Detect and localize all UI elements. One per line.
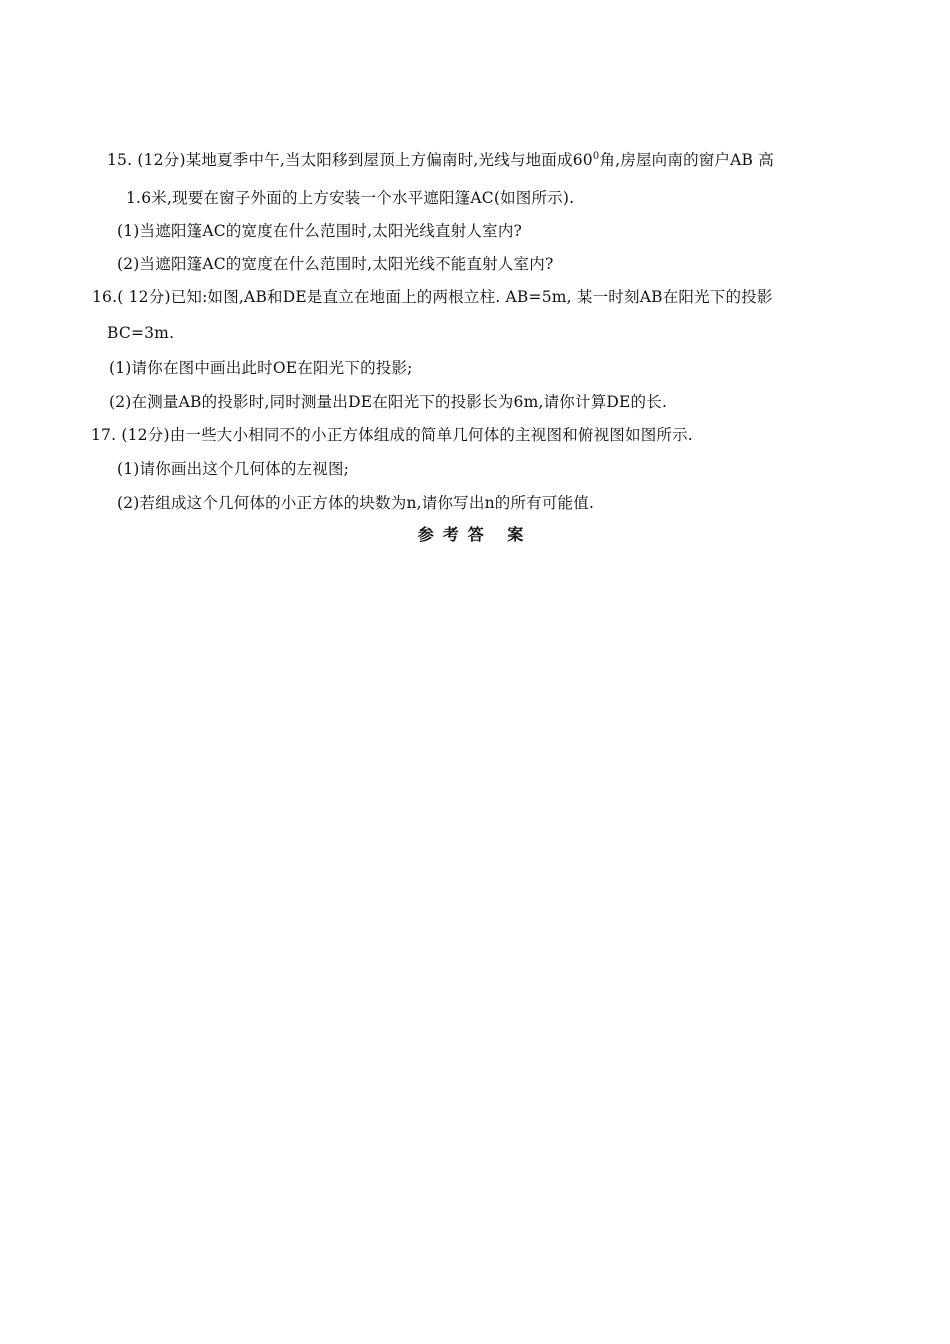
question-16-line-1: 16.( 12分)已知:如图,AB和DE是直立在地面上的两根立柱. AB=5m, 某一时刻AB在阳光下的投影 <box>92 288 773 306</box>
answer-heading: 参考答 案 <box>417 525 533 544</box>
question-17-sub-1: (1)请你画出这个几何体的左视图; <box>117 460 350 478</box>
question-16-line-2: BC=3m. <box>107 324 175 342</box>
question-17-line-1: 17. (12分)由一些大小相同不的小正方体组成的简单几何体的主视图和俯视图如图所示. <box>91 426 693 444</box>
question-15-line-1 <box>107 150 774 170</box>
question-15-line-2: 1.6米,现要在窗子外面的上方安装一个水平遮阳篷AC(如图所示). <box>126 189 575 207</box>
question-15-sub-2: (2)当遮阳篷AC的宽度在什么范围时,太阳光线不能直射人室内? <box>117 255 554 273</box>
question-15-text-a: 15. (12分)某地夏季中午,当太阳移到屋顶上方偏南时,光线与地面成60 <box>107 151 593 169</box>
question-17-sub-2: (2)若组成这个几何体的小正方体的块数为n,请你写出n的所有可能值. <box>117 494 595 512</box>
question-16-sub-1: (1)请你在图中画出此时OE在阳光下的投影; <box>109 359 413 377</box>
question-15-sub-1: (1)当遮阳篷AC的宽度在什么范围时,太阳光线直射人室内? <box>117 222 523 240</box>
question-16-sub-2: (2)在测量AB的投影时,同时测量出DE在阳光下的投影长为6m,请你计算DE的长. <box>109 393 668 411</box>
degree-superscript: 0 <box>592 150 600 162</box>
question-15-text-b: 角,房屋向南的窗户AB 高 <box>599 151 774 169</box>
